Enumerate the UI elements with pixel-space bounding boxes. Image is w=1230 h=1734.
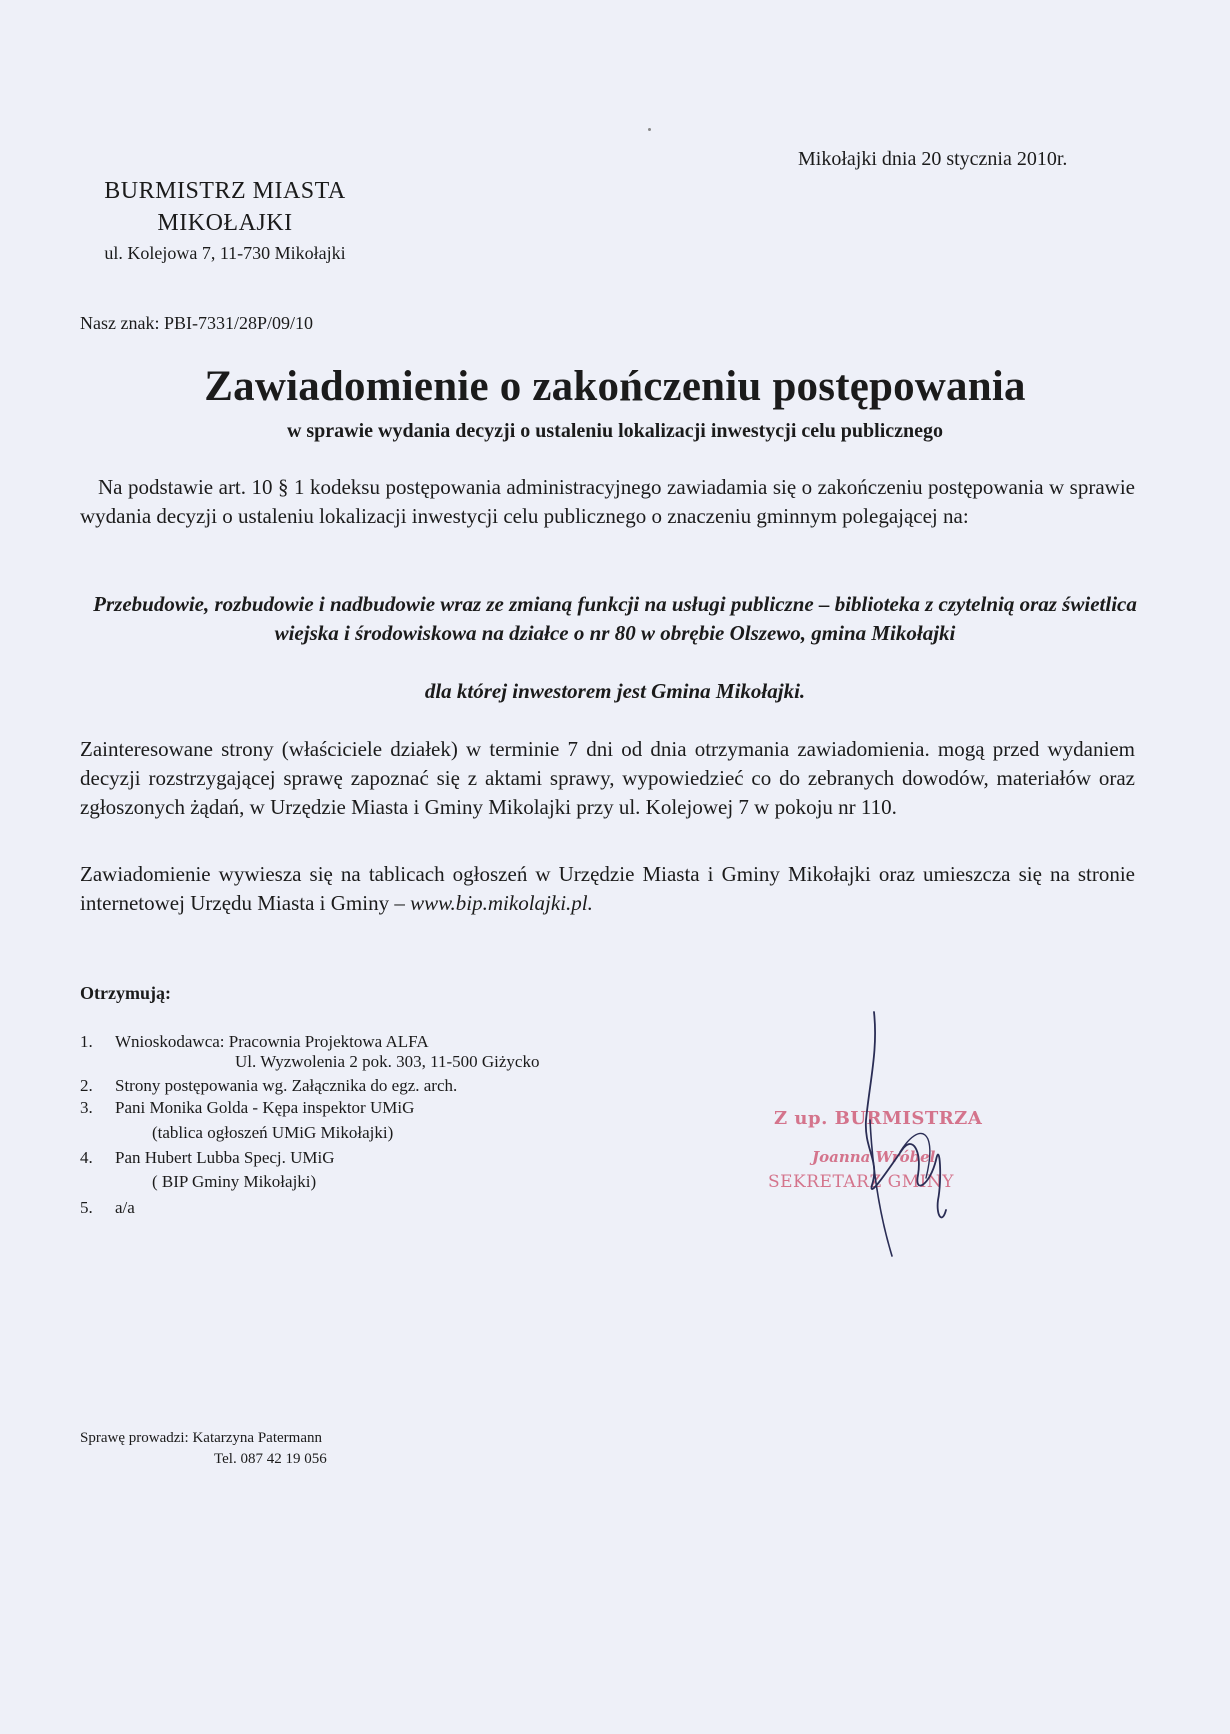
recipient-number: 3.	[80, 1098, 93, 1117]
recipient-applicant-address: Ul. Wyzwolenia 2 pok. 303, 11-500 Giżycko	[235, 1052, 540, 1071]
case-handler-phone: Tel. 087 42 19 056	[214, 1451, 327, 1467]
body-paragraph-legal-basis: Na podstawie art. 10 § 1 kodeksu postępowania administracyjnego zawiadamia się o zakończeniu postępowania w sprawie wydania decyzji o ustaleniu lokalizacji inwestycji celu publicznego o znaczeniu gminnym polegającej na:	[80, 475, 1135, 528]
scan-speck	[648, 128, 651, 131]
document-subtitle: w sprawie wydania decyzji o ustaleniu lokalizacji inwestycji celu publicznego	[286, 420, 944, 442]
document-date: Mikołajki dnia 20 stycznia 2010r.	[798, 148, 1068, 170]
recipient-number: 5.	[80, 1198, 93, 1217]
stamp-authorization-line: Z up. BURMISTRZA	[774, 1108, 983, 1129]
stamp-signatory-name: Joanna Wróbel	[812, 1148, 936, 1166]
recipient-specialist-note: ( BIP Gminy Mikołajki)	[152, 1172, 317, 1191]
case-handler: Sprawę prowadzi: Katarzyna Patermann	[80, 1430, 322, 1446]
bip-website-link[interactable]: www.bip.mikolajki.pl.	[410, 891, 593, 915]
recipient-parties: Strony postępowania wg. Załącznika do egz. arch.	[115, 1076, 458, 1095]
publication-text: Zawiadomienie wywiesza się na tablicach ogłoszeń w Urzędzie Miasta i Gminy Mikołajki oraz umieszcza się na stronie internetowej Urzędu Miasta i Gminy –	[80, 862, 1135, 915]
recipient-number: 4.	[80, 1148, 93, 1167]
recipient-inspector-note: (tablica ogłoszeń UMiG Mikołajki)	[152, 1123, 394, 1142]
recipient-number: 1.	[80, 1032, 93, 1051]
recipient-archive: a/a	[115, 1198, 135, 1217]
body-paragraph-publication	[80, 860, 1135, 918]
document-title: Zawiadomienie o zakończeniu postępowania	[204, 363, 1026, 410]
reference-number: Nasz znak: PBI-7331/28P/09/10	[80, 313, 313, 333]
handwritten-signature	[860, 1010, 980, 1260]
issuer-address: ul. Kolejowa 7, 11-730 Mikołajki	[104, 243, 346, 263]
recipient-number: 2.	[80, 1076, 93, 1095]
issuer-name-line1: BURMISTRZ MIASTA	[104, 178, 346, 204]
recipient-specialist: Pan Hubert Lubba Specj. UMiG	[115, 1148, 335, 1167]
body-paragraph-parties: Zainteresowane strony (właściciele działek) w terminie 7 dni od dnia otrzymania zawiadomienia. mogą przed wydaniem decyzji rozstrzygającej sprawę zapoznać się z aktami sprawy, wypowiedzieć co do zebranych dowodów, materiałów oraz zgłoszonych żądań, w Urzędzie Miasta i Gminy Mikolajki przy ul. Kolejowej 7 w pokoju nr 110.	[80, 737, 1135, 819]
recipient-inspector: Pani Monika Golda - Kępa inspektor UMiG	[115, 1098, 415, 1117]
investor-line: dla której inwestorem jest Gmina Mikołajki.	[424, 679, 806, 703]
recipient-applicant: Wnioskodawca: Pracownia Projektowa ALFA	[115, 1032, 429, 1051]
investment-description: Przebudowie, rozbudowie i nadbudowie wraz ze zmianą funkcji na usługi publiczne – biblioteka z czytelnią oraz świetlica wiejska i środowiskowa na działce o nr 80 w obrębie Olszewo, gmina Mikołajki	[93, 592, 1137, 645]
recipients-heading: Otrzymują:	[80, 983, 171, 1003]
issuer-name-line2: MIKOŁAJKI	[157, 210, 293, 236]
stamp-position: SEKRETARZ GMINY	[768, 1172, 954, 1192]
